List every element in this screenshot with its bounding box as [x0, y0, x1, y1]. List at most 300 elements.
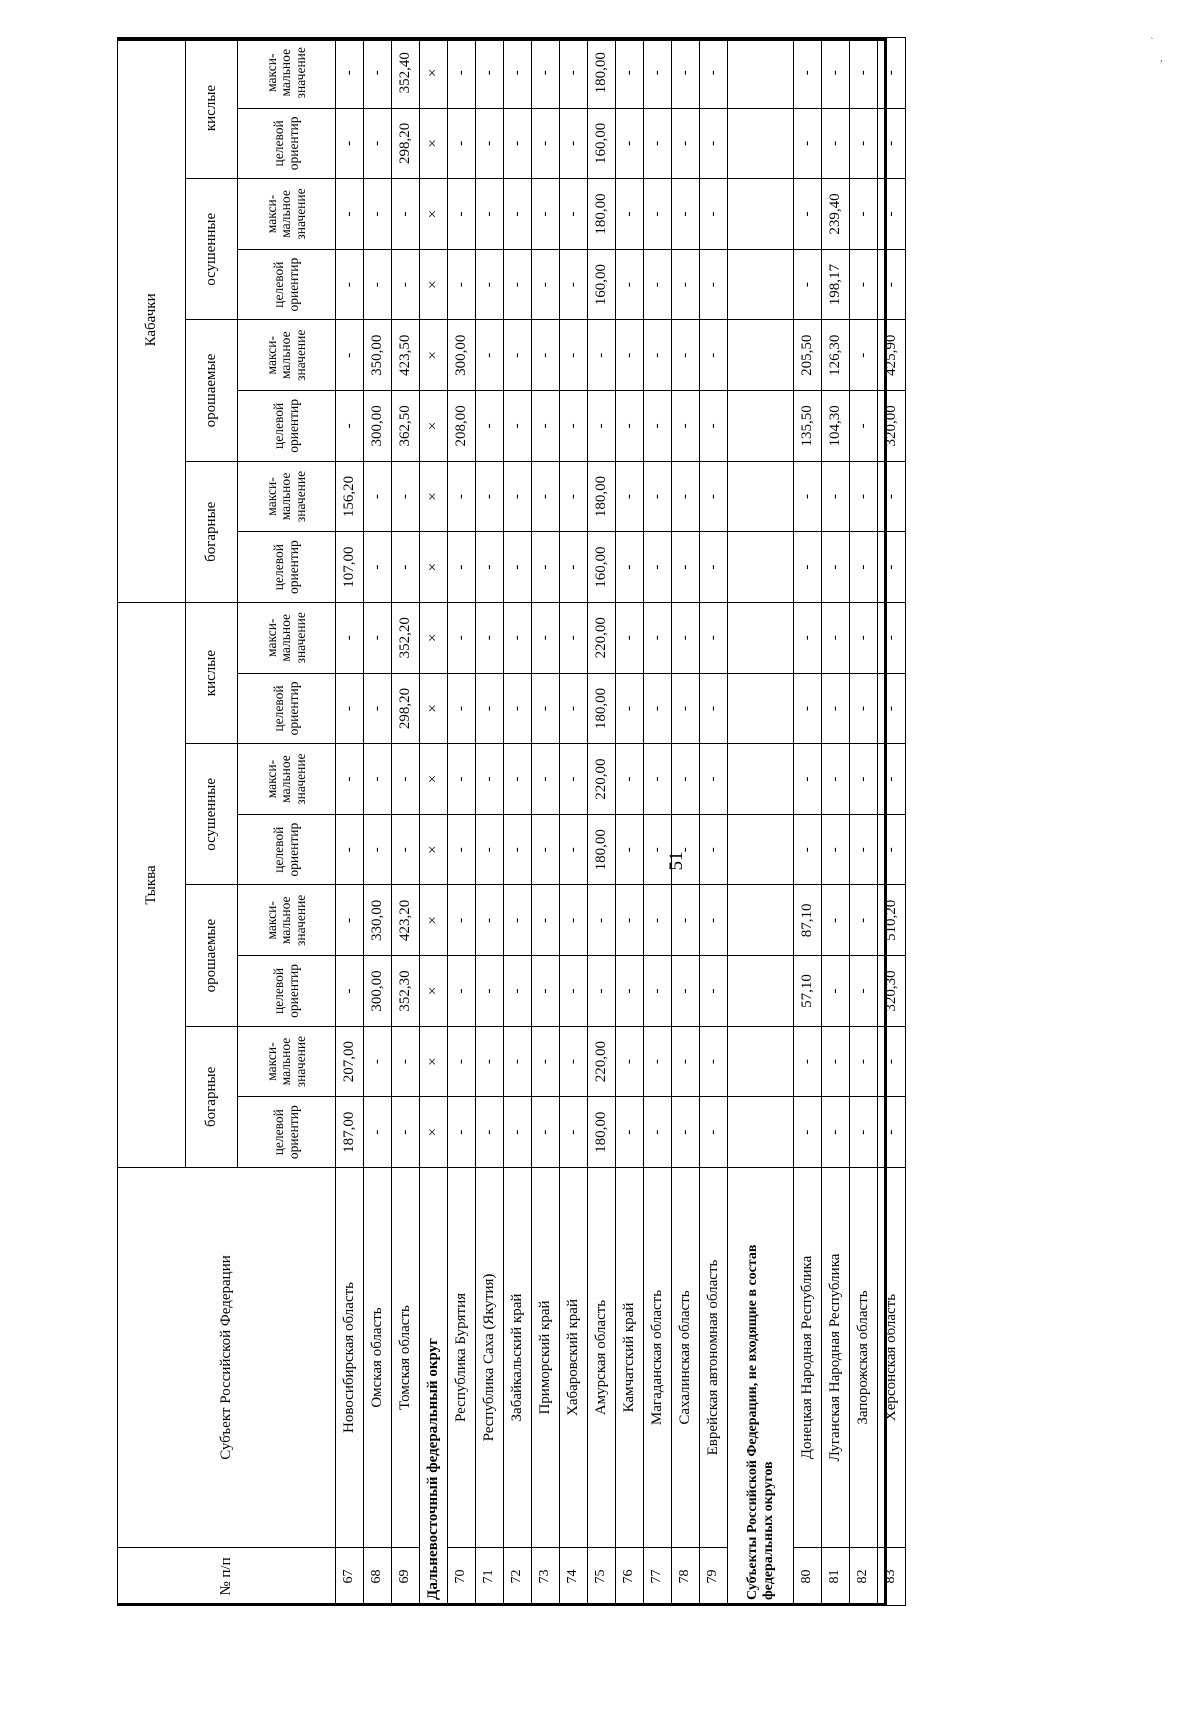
- value-cell: -: [822, 1097, 850, 1168]
- soil-group-header: осушенные: [186, 744, 238, 885]
- value-cell: -: [476, 744, 504, 815]
- max-header: макси-мальное значение: [238, 885, 336, 956]
- value-cell: -: [700, 108, 728, 179]
- table-row: [504, 37, 532, 1605]
- value-cell: -: [448, 1097, 476, 1168]
- value-cell: -: [392, 179, 420, 250]
- row-number: 76: [616, 1548, 644, 1606]
- value-cell: -: [504, 37, 532, 108]
- value-cell: 425,90: [878, 320, 906, 391]
- value-cell: -: [476, 1097, 504, 1168]
- value-cell: [728, 179, 794, 250]
- value-cell: -: [850, 602, 878, 673]
- value-cell: -: [850, 179, 878, 250]
- value-cell: 300,00: [364, 391, 392, 462]
- value-cell: -: [532, 532, 560, 603]
- table-row: [672, 37, 700, 1605]
- value-cell: -: [878, 1097, 906, 1168]
- value-cell: -: [644, 108, 672, 179]
- value-cell: -: [672, 179, 700, 250]
- group-row: [420, 37, 448, 1605]
- value-cell: -: [392, 744, 420, 815]
- value-cell: 87,10: [794, 885, 822, 956]
- value-cell: -: [364, 1026, 392, 1097]
- row-number: 70: [448, 1548, 476, 1606]
- value-cell: -: [448, 532, 476, 603]
- value-cell: -: [532, 108, 560, 179]
- row-number: 73: [532, 1548, 560, 1606]
- table-row: [588, 37, 616, 1605]
- value-cell: -: [336, 744, 364, 815]
- value-cell: -: [560, 532, 588, 603]
- value-cell: -: [560, 885, 588, 956]
- subject-name: Хабаровский край: [560, 1168, 588, 1548]
- value-cell: 156,20: [336, 461, 364, 532]
- value-cell: -: [672, 1097, 700, 1168]
- value-cell: -: [560, 956, 588, 1027]
- crop-header: Кабачки: [118, 37, 186, 602]
- soil-group-header: осушенные: [186, 179, 238, 320]
- value-cell: 187,00: [336, 1097, 364, 1168]
- value-cell: 107,00: [336, 532, 364, 603]
- value-cell: 180,00: [588, 461, 616, 532]
- subject-name: Забайкальский край: [504, 1168, 532, 1548]
- value-cell: -: [560, 249, 588, 320]
- value-cell: -: [476, 179, 504, 250]
- value-cell: -: [700, 532, 728, 603]
- value-cell: -: [794, 532, 822, 603]
- value-cell: 207,00: [336, 1026, 364, 1097]
- target-header: целевой ориентир: [238, 1097, 336, 1168]
- value-cell: -: [850, 108, 878, 179]
- value-cell: -: [588, 956, 616, 1027]
- value-cell: -: [532, 885, 560, 956]
- value-cell: -: [822, 108, 850, 179]
- value-cell: -: [850, 532, 878, 603]
- value-cell: -: [504, 532, 532, 603]
- value-cell: -: [476, 461, 504, 532]
- value-cell: -: [504, 1097, 532, 1168]
- subject-name: Запорожская область: [850, 1168, 878, 1548]
- subject-name: Томская область: [392, 1168, 420, 1548]
- table-row: [850, 37, 878, 1605]
- value-cell: -: [504, 602, 532, 673]
- value-cell: -: [794, 744, 822, 815]
- value-cell: -: [794, 461, 822, 532]
- table-row: [476, 37, 504, 1605]
- value-cell: -: [878, 179, 906, 250]
- value-cell: -: [878, 108, 906, 179]
- value-cell: -: [616, 37, 644, 108]
- value-cell: -: [392, 814, 420, 885]
- value-cell: -: [672, 391, 700, 462]
- soil-group-header: кислые: [186, 602, 238, 743]
- value-cell: 320,00: [878, 391, 906, 462]
- crop-header: Тыква: [118, 602, 186, 1167]
- value-cell: -: [336, 108, 364, 179]
- value-cell: -: [616, 673, 644, 744]
- value-cell: -: [700, 461, 728, 532]
- value-cell: -: [364, 179, 392, 250]
- value-cell: [728, 320, 794, 391]
- value-cell: 330,00: [364, 885, 392, 956]
- value-cell: -: [364, 532, 392, 603]
- value-cell: 160,00: [588, 532, 616, 603]
- value-cell: 180,00: [588, 814, 616, 885]
- value-cell: -: [504, 249, 532, 320]
- value-cell: 180,00: [588, 673, 616, 744]
- value-cell: -: [560, 1026, 588, 1097]
- value-cell: -: [672, 108, 700, 179]
- value-cell: -: [822, 532, 850, 603]
- value-cell: -: [448, 744, 476, 815]
- value-cell: ×: [420, 885, 448, 956]
- value-cell: -: [700, 1026, 728, 1097]
- value-cell: ×: [420, 1097, 448, 1168]
- value-cell: -: [794, 673, 822, 744]
- value-cell: -: [336, 179, 364, 250]
- target-header: целевой ориентир: [238, 249, 336, 320]
- value-cell: -: [850, 885, 878, 956]
- value-cell: -: [616, 885, 644, 956]
- value-cell: -: [336, 602, 364, 673]
- value-cell: ×: [420, 744, 448, 815]
- value-cell: -: [476, 320, 504, 391]
- table-row: [448, 37, 476, 1605]
- table-row: [560, 37, 588, 1605]
- value-cell: -: [448, 249, 476, 320]
- value-cell: -: [476, 885, 504, 956]
- target-header: целевой ориентир: [238, 673, 336, 744]
- value-cell: -: [700, 956, 728, 1027]
- value-cell: -: [672, 885, 700, 956]
- value-cell: -: [504, 744, 532, 815]
- value-cell: -: [822, 602, 850, 673]
- value-cell: -: [392, 249, 420, 320]
- value-cell: -: [504, 179, 532, 250]
- target-header: целевой ориентир: [238, 532, 336, 603]
- value-cell: -: [364, 249, 392, 320]
- value-cell: -: [672, 814, 700, 885]
- value-cell: -: [560, 673, 588, 744]
- value-cell: -: [616, 744, 644, 815]
- value-cell: -: [822, 461, 850, 532]
- value-cell: -: [392, 461, 420, 532]
- value-cell: ×: [420, 532, 448, 603]
- row-number: 83: [878, 1548, 906, 1606]
- value-cell: -: [672, 744, 700, 815]
- value-cell: -: [476, 1026, 504, 1097]
- value-cell: -: [700, 1097, 728, 1168]
- subject-name: Республика Бурятия: [448, 1168, 476, 1548]
- value-cell: -: [448, 179, 476, 250]
- value-cell: -: [644, 179, 672, 250]
- value-cell: -: [588, 320, 616, 391]
- subject-name: Херсонская область: [878, 1168, 906, 1548]
- value-cell: 205,50: [794, 320, 822, 391]
- value-cell: -: [616, 814, 644, 885]
- value-cell: 362,50: [392, 391, 420, 462]
- value-cell: -: [878, 1026, 906, 1097]
- value-cell: -: [616, 108, 644, 179]
- value-cell: -: [560, 37, 588, 108]
- soil-group-header: богарные: [186, 461, 238, 602]
- value-cell: -: [588, 391, 616, 462]
- value-cell: -: [644, 391, 672, 462]
- value-cell: 208,00: [448, 391, 476, 462]
- value-cell: -: [532, 814, 560, 885]
- row-number: 67: [336, 1548, 364, 1606]
- subject-name: Амурская область: [588, 1168, 616, 1548]
- value-cell: 220,00: [588, 1026, 616, 1097]
- value-cell: -: [822, 673, 850, 744]
- value-cell: -: [532, 37, 560, 108]
- value-cell: [728, 1097, 794, 1168]
- value-cell: -: [336, 391, 364, 462]
- value-cell: -: [364, 673, 392, 744]
- row-number: 68: [364, 1548, 392, 1606]
- value-cell: -: [644, 956, 672, 1027]
- value-cell: -: [672, 956, 700, 1027]
- value-cell: -: [644, 602, 672, 673]
- value-cell: -: [700, 814, 728, 885]
- value-cell: ×: [420, 461, 448, 532]
- value-cell: [728, 1026, 794, 1097]
- group-name: Субъекты Российской Федерации, не входящие в состав федеральных округов: [728, 1168, 794, 1606]
- row-number: 71: [476, 1548, 504, 1606]
- value-cell: -: [700, 673, 728, 744]
- value-cell: -: [364, 602, 392, 673]
- value-cell: ×: [420, 249, 448, 320]
- value-cell: 423,20: [392, 885, 420, 956]
- value-cell: -: [504, 814, 532, 885]
- value-cell: -: [364, 461, 392, 532]
- value-cell: -: [336, 37, 364, 108]
- value-cell: -: [504, 1026, 532, 1097]
- value-cell: -: [672, 461, 700, 532]
- value-cell: -: [532, 602, 560, 673]
- value-cell: -: [794, 1097, 822, 1168]
- value-cell: -: [878, 532, 906, 603]
- value-cell: -: [336, 673, 364, 744]
- value-cell: -: [336, 814, 364, 885]
- table-row: [794, 37, 822, 1605]
- value-cell: -: [448, 1026, 476, 1097]
- subject-name: Донецкая Народная Республика: [794, 1168, 822, 1548]
- value-cell: -: [672, 673, 700, 744]
- value-cell: ×: [420, 37, 448, 108]
- value-cell: -: [878, 744, 906, 815]
- value-cell: -: [616, 249, 644, 320]
- row-number: 82: [850, 1548, 878, 1606]
- value-cell: -: [476, 956, 504, 1027]
- value-cell: -: [392, 1097, 420, 1168]
- value-cell: -: [504, 956, 532, 1027]
- col-header-number: № п/п: [118, 1548, 336, 1606]
- row-number: 69: [392, 1548, 420, 1606]
- value-cell: 320,30: [878, 956, 906, 1027]
- value-cell: -: [672, 320, 700, 391]
- col-header-subject: Субъект Российской Федерации: [118, 1168, 336, 1548]
- table-wrapper: [117, 38, 899, 1606]
- value-cell: -: [878, 602, 906, 673]
- value-cell: -: [794, 37, 822, 108]
- max-header: макси-мальное значение: [238, 320, 336, 391]
- value-cell: -: [644, 532, 672, 603]
- value-cell: -: [504, 461, 532, 532]
- value-cell: -: [504, 673, 532, 744]
- value-cell: -: [560, 461, 588, 532]
- value-cell: -: [448, 814, 476, 885]
- value-cell: -: [476, 673, 504, 744]
- subject-name: Омская область: [364, 1168, 392, 1548]
- max-header: макси-мальное значение: [238, 602, 336, 673]
- value-cell: [728, 602, 794, 673]
- table-row: [616, 37, 644, 1605]
- value-cell: -: [878, 673, 906, 744]
- value-cell: -: [700, 885, 728, 956]
- value-cell: -: [672, 602, 700, 673]
- value-cell: ×: [420, 320, 448, 391]
- subject-name: Еврейская автономная область: [700, 1168, 728, 1548]
- value-cell: -: [794, 179, 822, 250]
- value-cell: -: [794, 108, 822, 179]
- stray-mark: ,: [1160, 52, 1163, 64]
- table-row: [822, 37, 850, 1605]
- max-header: макси-мальное значение: [238, 744, 336, 815]
- value-cell: -: [794, 814, 822, 885]
- target-header: целевой ориентир: [238, 814, 336, 885]
- value-cell: -: [476, 37, 504, 108]
- value-cell: -: [794, 602, 822, 673]
- value-cell: ×: [420, 814, 448, 885]
- value-cell: -: [532, 673, 560, 744]
- target-header: целевой ориентир: [238, 108, 336, 179]
- value-cell: 126,30: [822, 320, 850, 391]
- subject-name: Сахалинская область: [672, 1168, 700, 1548]
- value-cell: -: [476, 814, 504, 885]
- table-row: [700, 37, 728, 1605]
- value-cell: -: [588, 885, 616, 956]
- value-cell: 135,50: [794, 391, 822, 462]
- value-cell: -: [392, 532, 420, 603]
- value-cell: [728, 814, 794, 885]
- value-cell: -: [560, 744, 588, 815]
- value-cell: [728, 885, 794, 956]
- value-cell: -: [822, 885, 850, 956]
- value-cell: -: [850, 814, 878, 885]
- value-cell: -: [504, 108, 532, 179]
- value-cell: 180,00: [588, 179, 616, 250]
- value-cell: [728, 532, 794, 603]
- value-cell: -: [616, 532, 644, 603]
- value-cell: -: [644, 673, 672, 744]
- value-cell: -: [616, 391, 644, 462]
- value-cell: -: [672, 1026, 700, 1097]
- value-cell: -: [822, 814, 850, 885]
- group-name: Дальневосточный федеральный округ: [420, 1168, 448, 1606]
- value-cell: [728, 461, 794, 532]
- value-cell: ×: [420, 602, 448, 673]
- value-cell: -: [616, 461, 644, 532]
- value-cell: 510,20: [878, 885, 906, 956]
- value-cell: -: [850, 391, 878, 462]
- value-cell: ×: [420, 1026, 448, 1097]
- row-number: 79: [700, 1548, 728, 1606]
- value-cell: -: [532, 179, 560, 250]
- value-cell: ×: [420, 391, 448, 462]
- subject-name: Луганская Народная Республика: [822, 1168, 850, 1548]
- value-cell: -: [878, 461, 906, 532]
- value-cell: -: [878, 814, 906, 885]
- value-cell: -: [616, 1097, 644, 1168]
- value-cell: -: [532, 744, 560, 815]
- value-cell: -: [700, 179, 728, 250]
- value-cell: -: [476, 602, 504, 673]
- value-cell: -: [336, 320, 364, 391]
- value-cell: -: [616, 602, 644, 673]
- value-cell: 352,20: [392, 602, 420, 673]
- value-cell: -: [476, 532, 504, 603]
- value-cell: -: [336, 956, 364, 1027]
- value-cell: -: [336, 249, 364, 320]
- value-cell: -: [644, 1026, 672, 1097]
- soil-group-header: орошаемые: [186, 885, 238, 1026]
- subject-name: Магаданская область: [644, 1168, 672, 1548]
- value-cell: ×: [420, 673, 448, 744]
- value-cell: -: [878, 37, 906, 108]
- value-cell: -: [448, 885, 476, 956]
- value-cell: -: [850, 37, 878, 108]
- value-cell: -: [822, 37, 850, 108]
- value-cell: [728, 391, 794, 462]
- row-number: 77: [644, 1548, 672, 1606]
- value-cell: -: [644, 320, 672, 391]
- value-cell: -: [644, 37, 672, 108]
- value-cell: -: [644, 249, 672, 320]
- subject-name: Новосибирская область: [336, 1168, 364, 1548]
- value-cell: -: [850, 320, 878, 391]
- value-cell: -: [504, 885, 532, 956]
- value-cell: -: [364, 744, 392, 815]
- max-header: макси-мальное значение: [238, 37, 336, 108]
- value-cell: -: [644, 461, 672, 532]
- value-cell: -: [672, 37, 700, 108]
- subject-name: Приморский край: [532, 1168, 560, 1548]
- max-header: макси-мальное значение: [238, 1026, 336, 1097]
- value-cell: -: [532, 956, 560, 1027]
- value-cell: 180,00: [588, 1097, 616, 1168]
- table-header: [118, 37, 336, 1605]
- soil-group-header: богарные: [186, 1026, 238, 1167]
- value-cell: -: [794, 1026, 822, 1097]
- soil-group-header: кислые: [186, 37, 238, 178]
- value-cell: -: [532, 320, 560, 391]
- value-cell: -: [448, 37, 476, 108]
- value-cell: [728, 673, 794, 744]
- value-cell: 350,00: [364, 320, 392, 391]
- value-cell: 300,00: [448, 320, 476, 391]
- row-number: 75: [588, 1548, 616, 1606]
- value-cell: -: [560, 179, 588, 250]
- row-number: 78: [672, 1548, 700, 1606]
- value-cell: -: [560, 1097, 588, 1168]
- row-number: 80: [794, 1548, 822, 1606]
- table-row: [392, 37, 420, 1605]
- value-cell: -: [616, 1026, 644, 1097]
- value-cell: 352,30: [392, 956, 420, 1027]
- value-cell: 160,00: [588, 108, 616, 179]
